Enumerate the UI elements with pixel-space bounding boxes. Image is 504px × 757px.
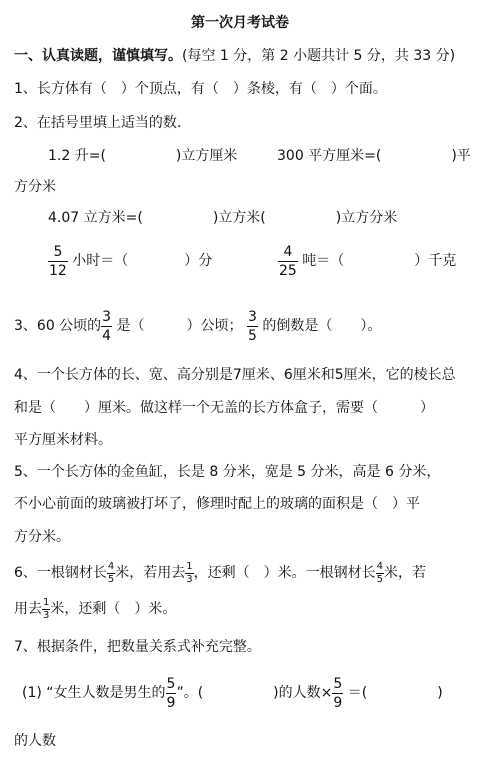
- fraction: [185, 562, 193, 585]
- question-6-l2-p1: 用去: [14, 601, 42, 617]
- denominator: 4: [102, 327, 112, 344]
- denominator: 9: [166, 694, 176, 711]
- question-4-line2: 和是（ ）厘米。做这样一个无盖的长方体盒子，需要（ ）: [14, 400, 434, 416]
- question-2d: [48, 241, 212, 281]
- numerator: 5: [48, 245, 68, 262]
- question-7-stem: 7、根据条件，把数量关系式补充完整。: [14, 639, 261, 655]
- numerator: 5: [166, 675, 176, 692]
- question-7-sub-end: ＝( ): [347, 685, 443, 701]
- numerator: 3: [248, 308, 257, 325]
- numerator: 1: [186, 560, 193, 572]
- question-5-line1: 5、一个长方体的金鱼缸，长是 8 分米，宽是 5 分米，高是 6 分米，: [14, 464, 441, 480]
- fraction: [101, 310, 112, 343]
- numerator: 4: [376, 560, 384, 572]
- fraction: [247, 310, 258, 343]
- fraction: [48, 245, 68, 278]
- question-3-middle: 是（ ）公顷；: [116, 318, 243, 334]
- question-6-p2: 米，若用去: [115, 565, 186, 581]
- denominator: 5: [248, 327, 257, 344]
- denominator: 9: [333, 694, 343, 711]
- fraction: [332, 677, 343, 710]
- question-2b: 300 平方厘米=( )平: [277, 148, 471, 164]
- question-2e: [278, 241, 456, 281]
- denominator: 5: [376, 573, 384, 585]
- question-7-sub-mid: ”。( )的人数×: [176, 685, 333, 701]
- numerator: 1: [43, 596, 50, 608]
- question-6-p1: 6、一根钢材长: [14, 565, 107, 581]
- question-7-cont: 的人数: [14, 733, 56, 749]
- question-5-line3: 方分米。: [14, 529, 70, 545]
- section1-heading: 一、认真读题，谨慎填写。: [14, 48, 182, 64]
- question-3-prefix: 3、60 公顷的: [14, 318, 102, 334]
- numerator: 3: [102, 308, 112, 325]
- question-4-line1: 4、一个长方体的长、宽、高分别是7厘米、6厘米和5厘米，它的棱长总: [14, 367, 456, 383]
- question-6-p3: ，还剩（ ）米。一根钢材长: [193, 565, 376, 581]
- numerator: 4: [278, 245, 298, 262]
- denominator: 12: [49, 262, 67, 279]
- section1-note: (每空 1 分，第 2 小题共计 5 分，共 33 分): [182, 48, 456, 64]
- question-6-l2-p2: 米，还剩（ ）米。: [50, 601, 177, 617]
- denominator: 3: [186, 573, 193, 585]
- denominator: 3: [43, 609, 50, 621]
- question-3-suffix: 的倒数是（ ）。: [262, 318, 382, 334]
- fraction: [376, 562, 384, 585]
- fraction: [278, 245, 298, 278]
- question-2e-text: 吨＝（ ）千克: [302, 253, 457, 269]
- question-6-p4: 米，若: [384, 565, 427, 581]
- question-7-sub1: [22, 671, 443, 715]
- question-1: 1、长方体有（ ）个顶点，有（ ）条棱，有（ ）个面。: [14, 81, 387, 97]
- question-3: [14, 305, 381, 347]
- question-5-line2: 不小心前面的玻璃被打坏了，修理时配上的玻璃的面积是（ ）平: [14, 496, 420, 512]
- question-4-line3: 平方厘米材料。: [14, 432, 112, 448]
- question-2b-cont: 方分米: [14, 179, 56, 195]
- page-title: 第一次月考试卷: [191, 15, 289, 31]
- question-7-sub-prefix: (1) “女生人数是男生的: [22, 685, 166, 701]
- denominator: 5: [107, 573, 115, 585]
- fraction: [166, 677, 177, 710]
- question-2a: 1.2 升=( )立方厘米: [48, 148, 238, 164]
- section1-header: [14, 47, 455, 65]
- question-2c: 4.07 立方米=( )立方米( )立方分米: [48, 210, 398, 226]
- question-6-line2: [14, 594, 176, 624]
- question-2d-text: 小时＝（ ）分: [72, 253, 213, 269]
- numerator: 4: [107, 560, 115, 572]
- numerator: 5: [333, 675, 343, 692]
- question-2-stem: 2、在括号里填上适当的数.: [14, 115, 182, 131]
- question-6-line1: [14, 558, 426, 588]
- denominator: 25: [279, 262, 297, 279]
